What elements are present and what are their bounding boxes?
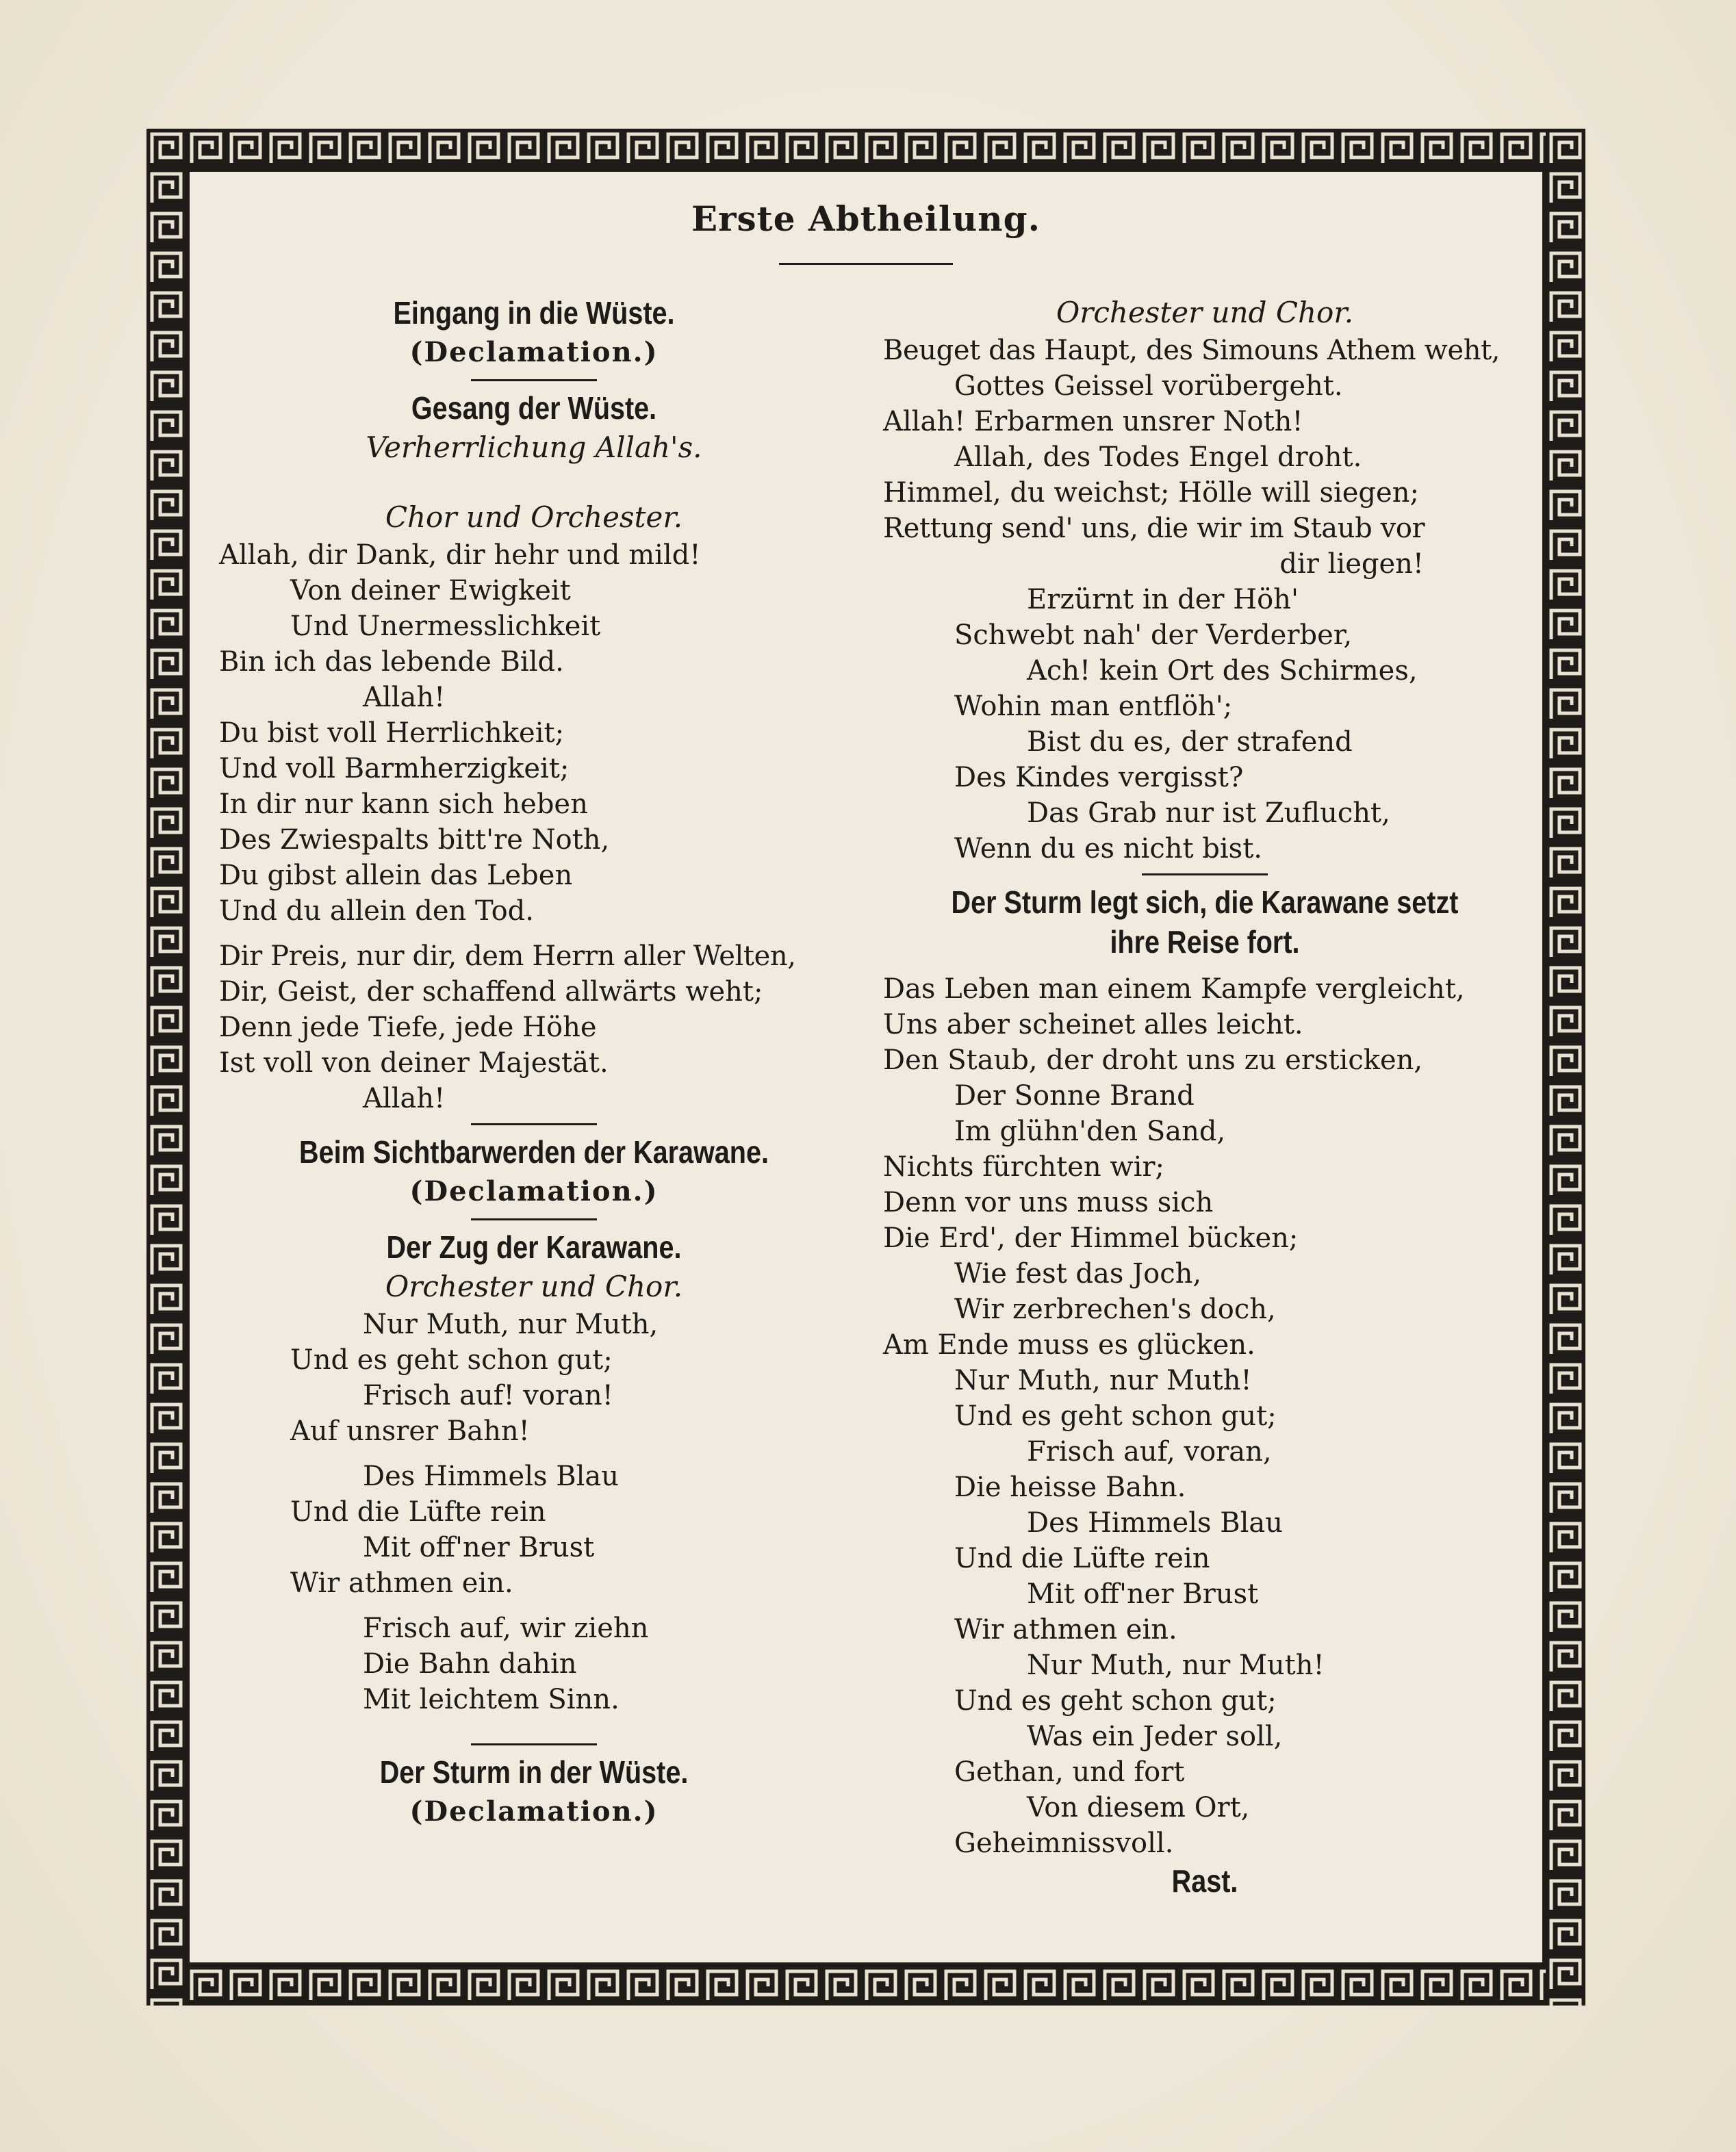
verse-line: Das Leben man einem Kampfe vergleicht, xyxy=(883,973,1465,1005)
verse-line: Dir, Geist, der schaffend allwärts weht; xyxy=(219,976,763,1008)
verse-line: Frisch auf, voran, xyxy=(1027,1436,1272,1468)
subtitle-orchester-chor: Orchester und Chor. xyxy=(385,1270,683,1303)
verse-line: Allah, des Todes Engel droht. xyxy=(954,441,1362,473)
verse-line: Die Erd', der Himmel bücken; xyxy=(883,1222,1299,1254)
verse-line: Von diesem Ort, xyxy=(1027,1792,1250,1823)
section-rule xyxy=(471,379,597,381)
verse-line: Nur Muth, nur Muth! xyxy=(954,1365,1252,1396)
verse-karawane xyxy=(883,971,1527,1861)
verse-line: Allah! xyxy=(363,1083,446,1114)
verse-line: Das Grab nur ist Zuflucht, xyxy=(1027,797,1390,829)
verse-line: Denn jede Tiefe, jede Höhe xyxy=(219,1012,597,1043)
declamation-note: (Declamation.) xyxy=(409,1795,659,1828)
verse-zug xyxy=(219,1307,849,1717)
verse-line: Des Himmels Blau xyxy=(363,1461,620,1492)
verse-line: Wir athmen ein. xyxy=(290,1567,513,1599)
verse-line: Mit leichtem Sinn. xyxy=(363,1684,620,1715)
left-column xyxy=(219,274,849,1832)
verse-line: Allah, dir Dank, dir hehr und mild! xyxy=(219,539,701,571)
verse-line: Rettung send' uns, die wir im Staub vor xyxy=(883,513,1425,544)
verse-line: Du gibst allein das Leben xyxy=(219,860,573,891)
section-rule xyxy=(471,1218,597,1220)
subtitle-orchester-chor: Orchester und Chor. xyxy=(1056,296,1354,329)
verse-gesang xyxy=(219,537,849,1116)
verse-line: Den Staub, der droht uns zu ersticken, xyxy=(883,1045,1423,1076)
verse-line: Nur Muth, nur Muth! xyxy=(1027,1650,1325,1681)
verse-line: Von deiner Ewigkeit xyxy=(290,575,571,606)
verse-line: Der Sonne Brand xyxy=(954,1080,1195,1112)
border-left-meander xyxy=(146,129,186,2006)
declamation-note: (Declamation.) xyxy=(409,336,659,368)
verse-line: Wenn du es nicht bist. xyxy=(954,833,1262,864)
verse-line: Bin ich das lebende Bild. xyxy=(219,646,564,678)
verse-line: Beuget das Haupt, des Simouns Athem weht, xyxy=(883,335,1501,366)
verse-line: Und die Lüfte rein xyxy=(954,1543,1210,1574)
section-heading-eingang: Eingang in die Wüste. xyxy=(393,295,675,331)
verse-line: Denn vor uns muss sich xyxy=(883,1187,1214,1218)
verse-line: Am Ende muss es glücken. xyxy=(883,1329,1255,1361)
verse-line: In dir nur kann sich heben xyxy=(219,789,588,820)
verse-line: Frisch auf, wir ziehn xyxy=(363,1613,649,1644)
verse-line: Und die Lüfte rein xyxy=(290,1496,546,1528)
section-heading-sichtbarwerden: Beim Sichtbarwerden der Karawane. xyxy=(299,1134,769,1170)
page-title: Erste Abtheilung. xyxy=(691,198,1041,239)
verse-line: Mit off'ner Brust xyxy=(1027,1578,1259,1610)
border-top-meander xyxy=(146,129,1585,168)
verse-line: Allah! Erbarmen unsrer Noth! xyxy=(883,406,1303,437)
verse-line: Wohin man entflöh'; xyxy=(954,691,1233,722)
verse-line: Gethan, und fort xyxy=(954,1756,1185,1788)
subtitle-chor-orchester: Chor und Orchester. xyxy=(385,500,683,534)
verse-line: Und voll Barmherzigkeit; xyxy=(219,753,570,784)
section-rule xyxy=(471,1123,597,1125)
section-heading-reise-fort: ihre Reise fort. xyxy=(1110,924,1300,960)
verse-line: dir liegen! xyxy=(1279,548,1424,580)
verse-line: Frisch auf! voran! xyxy=(363,1380,613,1411)
verse-line: Die Bahn dahin xyxy=(363,1648,577,1680)
section-heading-zug: Der Zug der Karawane. xyxy=(386,1229,682,1265)
title-rule xyxy=(779,263,953,265)
verse-line: Mit off'ner Brust xyxy=(363,1532,595,1563)
verse-line: Des Zwiespalts bitt're Noth, xyxy=(219,824,610,856)
verse-simoun xyxy=(883,333,1527,867)
verse-line: Himmel, du weichst; Hölle will siegen; xyxy=(883,477,1419,509)
verse-line: Und du allein den Tod. xyxy=(219,895,534,927)
section-heading-sturm: Der Sturm in der Wüste. xyxy=(379,1754,689,1790)
verse-line: Auf unsrer Bahn! xyxy=(290,1416,530,1447)
verse-line: Im glühn'den Sand, xyxy=(954,1116,1226,1147)
section-rule xyxy=(1142,873,1268,875)
verse-line: Geheimnissvoll. xyxy=(954,1828,1174,1859)
declamation-note: (Declamation.) xyxy=(409,1175,659,1207)
section-heading-gesang: Gesang der Wüste. xyxy=(411,390,657,426)
border-right-meander xyxy=(1546,129,1585,2006)
section-heading-sturm-legt-sich: Der Sturm legt sich, die Karawane setzt xyxy=(951,884,1459,920)
verse-line: Des Kindes vergisst? xyxy=(954,762,1244,793)
verse-line: Nur Muth, nur Muth, xyxy=(363,1309,659,1340)
verse-line: Und Unermesslichkeit xyxy=(290,611,601,642)
verse-line: Schwebt nah' der Verderber, xyxy=(954,619,1353,651)
verse-line: Uns aber scheinet alles leicht. xyxy=(883,1009,1303,1040)
verse-line: Wir zerbrechen's doch, xyxy=(954,1294,1276,1325)
verse-line: Nichts fürchten wir; xyxy=(883,1151,1164,1183)
subtitle-verherrlichung: Verherrlichung Allah's. xyxy=(366,431,702,464)
verse-line: Ach! kein Ort des Schirmes, xyxy=(1027,655,1418,687)
rast-label: Rast. xyxy=(1171,1863,1238,1899)
verse-line: Und es geht schon gut; xyxy=(954,1685,1277,1717)
verse-line: Wir athmen ein. xyxy=(954,1614,1177,1645)
section-rule xyxy=(471,1743,597,1745)
verse-line: Die heisse Bahn. xyxy=(954,1472,1186,1503)
verse-line: Du bist voll Herrlichkeit; xyxy=(219,717,565,749)
verse-line: Bist du es, der strafend xyxy=(1027,726,1353,758)
verse-line: Des Himmels Blau xyxy=(1027,1507,1284,1539)
verse-line: Und es geht schon gut; xyxy=(290,1344,613,1376)
verse-line: Was ein Jeder soll, xyxy=(1027,1721,1283,1752)
verse-line: Gottes Geissel vorübergeht. xyxy=(954,370,1343,402)
verse-line: Und es geht schon gut; xyxy=(954,1400,1277,1432)
verse-line: Ist voll von deiner Majestät. xyxy=(219,1047,609,1079)
verse-line: Allah! xyxy=(363,682,446,713)
verse-line: Wie fest das Joch, xyxy=(954,1258,1202,1290)
right-column xyxy=(883,274,1527,1901)
programme-content xyxy=(205,178,1527,1958)
verse-line: Dir Preis, nur dir, dem Herrn aller Welten, xyxy=(219,940,796,972)
border-bottom-meander xyxy=(146,1966,1585,2006)
verse-line: Erzürnt in der Höh' xyxy=(1027,584,1299,615)
